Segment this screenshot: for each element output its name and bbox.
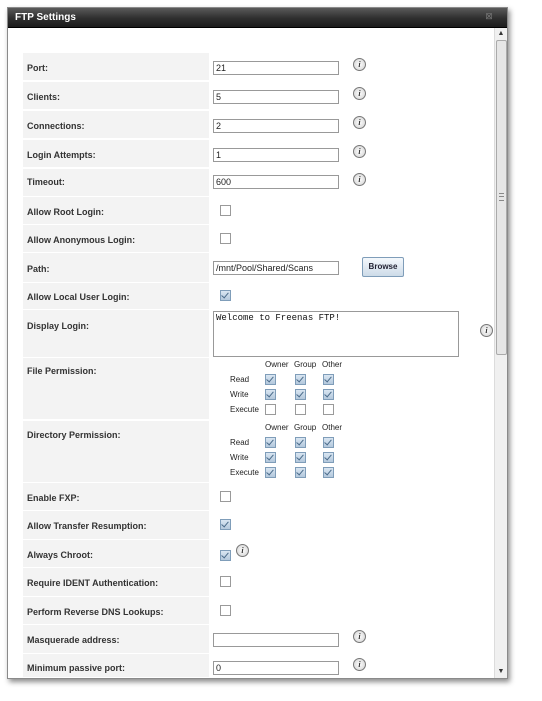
file-permission-row bbox=[23, 358, 494, 420]
require-ident-checkbox[interactable] bbox=[220, 576, 231, 587]
perm-label-write: Write bbox=[230, 390, 249, 399]
display-login-label: Display Login: bbox=[27, 321, 90, 331]
dir-read-group-checkbox[interactable] bbox=[295, 437, 306, 448]
allow-anonymous-login-row bbox=[23, 225, 494, 253]
info-icon[interactable]: i bbox=[353, 658, 366, 671]
allow-root-login-row bbox=[23, 197, 494, 225]
dir-write-other-checkbox[interactable] bbox=[323, 452, 334, 463]
path-label: Path: bbox=[27, 264, 50, 274]
file-execute-group-checkbox[interactable] bbox=[295, 404, 306, 415]
vertical-scrollbar[interactable] bbox=[494, 28, 507, 678]
require-ident-row bbox=[23, 568, 494, 597]
browse-button[interactable]: Browse bbox=[362, 257, 404, 277]
info-icon[interactable]: i bbox=[353, 630, 366, 643]
perm-label-execute: Execute bbox=[230, 468, 259, 477]
login-attempts-label: Login Attempts: bbox=[27, 150, 96, 160]
scroll-down-arrow-icon[interactable]: ▼ bbox=[497, 668, 505, 675]
info-icon[interactable]: i bbox=[353, 58, 366, 71]
perm-header-group: Group bbox=[294, 360, 317, 369]
allow-transfer-resumption-row bbox=[23, 511, 494, 540]
scroll-up-arrow-icon[interactable]: ▲ bbox=[497, 30, 505, 37]
ftp-settings-dialog bbox=[7, 7, 508, 679]
port-label: Port: bbox=[27, 63, 48, 73]
perm-header-other: Other bbox=[322, 360, 343, 369]
settings-form bbox=[8, 28, 494, 678]
port-input[interactable]: 21 bbox=[213, 61, 339, 75]
perm-header-group: Group bbox=[294, 423, 317, 432]
port-row bbox=[23, 53, 494, 81]
display-login-row bbox=[23, 310, 494, 358]
file-permission-label: File Permission: bbox=[27, 366, 97, 376]
clients-input[interactable]: 5 bbox=[213, 90, 339, 104]
clients-row bbox=[23, 82, 494, 110]
dialog-titlebar[interactable] bbox=[8, 8, 507, 28]
enable-fxp-label: Enable FXP: bbox=[27, 493, 80, 503]
directory-permission-label: Directory Permission: bbox=[27, 430, 121, 440]
reverse-dns-row bbox=[23, 597, 494, 625]
timeout-row bbox=[23, 169, 494, 197]
reverse-dns-checkbox[interactable] bbox=[220, 605, 231, 616]
dir-execute-other-checkbox[interactable] bbox=[323, 467, 334, 478]
close-icon[interactable]: ⊠ bbox=[485, 11, 493, 21]
login-attempts-row bbox=[23, 140, 494, 168]
masquerade-address-row bbox=[23, 625, 494, 654]
dir-read-owner-checkbox[interactable] bbox=[265, 437, 276, 448]
min-passive-port-row bbox=[23, 654, 494, 678]
info-icon[interactable]: i bbox=[353, 145, 366, 158]
timeout-label: Timeout: bbox=[27, 177, 65, 187]
perm-header-owner: Owner bbox=[265, 423, 289, 432]
file-execute-other-checkbox[interactable] bbox=[323, 404, 334, 415]
dir-execute-group-checkbox[interactable] bbox=[295, 467, 306, 478]
file-write-other-checkbox[interactable] bbox=[323, 389, 334, 400]
connections-row bbox=[23, 111, 494, 139]
info-icon[interactable]: i bbox=[353, 116, 366, 129]
always-chroot-row bbox=[23, 540, 494, 568]
enable-fxp-row bbox=[23, 483, 494, 511]
timeout-input[interactable]: 600 bbox=[213, 175, 339, 189]
dir-execute-owner-checkbox[interactable] bbox=[265, 467, 276, 478]
dialog-title: FTP Settings bbox=[15, 12, 76, 23]
perm-label-read: Read bbox=[230, 375, 250, 384]
info-icon[interactable]: i bbox=[353, 173, 366, 186]
enable-fxp-checkbox[interactable] bbox=[220, 491, 231, 502]
require-ident-label: Require IDENT Authentication: bbox=[27, 578, 159, 588]
allow-local-user-login-row bbox=[23, 283, 494, 310]
reverse-dns-label: Perform Reverse DNS Lookups: bbox=[27, 607, 164, 617]
dir-read-other-checkbox[interactable] bbox=[323, 437, 334, 448]
connections-label: Connections: bbox=[27, 121, 85, 131]
perm-header-other: Other bbox=[322, 423, 343, 432]
masquerade-address-label: Masquerade address: bbox=[27, 635, 120, 645]
always-chroot-label: Always Chroot: bbox=[27, 550, 94, 560]
file-read-group-checkbox[interactable] bbox=[295, 374, 306, 385]
dir-write-group-checkbox[interactable] bbox=[295, 452, 306, 463]
file-execute-owner-checkbox[interactable] bbox=[265, 404, 276, 415]
perm-label-write: Write bbox=[230, 453, 249, 462]
file-write-group-checkbox[interactable] bbox=[295, 389, 306, 400]
file-read-other-checkbox[interactable] bbox=[323, 374, 334, 385]
allow-local-user-login-checkbox[interactable] bbox=[220, 290, 231, 301]
allow-root-login-checkbox[interactable] bbox=[220, 205, 231, 216]
clients-label: Clients: bbox=[27, 92, 61, 102]
min-passive-port-input[interactable]: 0 bbox=[213, 661, 339, 675]
perm-header-owner: Owner bbox=[265, 360, 289, 369]
info-icon[interactable]: i bbox=[353, 87, 366, 100]
file-read-owner-checkbox[interactable] bbox=[265, 374, 276, 385]
dir-write-owner-checkbox[interactable] bbox=[265, 452, 276, 463]
display-login-textarea[interactable]: Welcome to Freenas FTP! bbox=[213, 311, 459, 357]
scrollbar-thumb[interactable] bbox=[496, 40, 507, 355]
allow-transfer-resumption-checkbox[interactable] bbox=[220, 519, 231, 530]
always-chroot-checkbox[interactable] bbox=[220, 550, 231, 561]
connections-input[interactable]: 2 bbox=[213, 119, 339, 133]
allow-transfer-resumption-label: Allow Transfer Resumption: bbox=[27, 521, 147, 531]
allow-anonymous-login-label: Allow Anonymous Login: bbox=[27, 235, 136, 245]
masquerade-address-input[interactable] bbox=[213, 633, 339, 647]
perm-label-read: Read bbox=[230, 438, 250, 447]
directory-permission-row bbox=[23, 421, 494, 483]
perm-label-execute: Execute bbox=[230, 405, 259, 414]
file-write-owner-checkbox[interactable] bbox=[265, 389, 276, 400]
info-icon[interactable]: i bbox=[480, 324, 493, 337]
min-passive-port-label: Minimum passive port: bbox=[27, 663, 126, 673]
allow-root-login-label: Allow Root Login: bbox=[27, 207, 104, 217]
path-row bbox=[23, 253, 494, 283]
allow-local-user-login-label: Allow Local User Login: bbox=[27, 292, 130, 302]
login-attempts-input[interactable]: 1 bbox=[213, 148, 339, 162]
allow-anonymous-login-checkbox[interactable] bbox=[220, 233, 231, 244]
info-icon[interactable]: i bbox=[236, 544, 249, 557]
path-input[interactable]: /mnt/Pool/Shared/Scans bbox=[213, 261, 339, 275]
